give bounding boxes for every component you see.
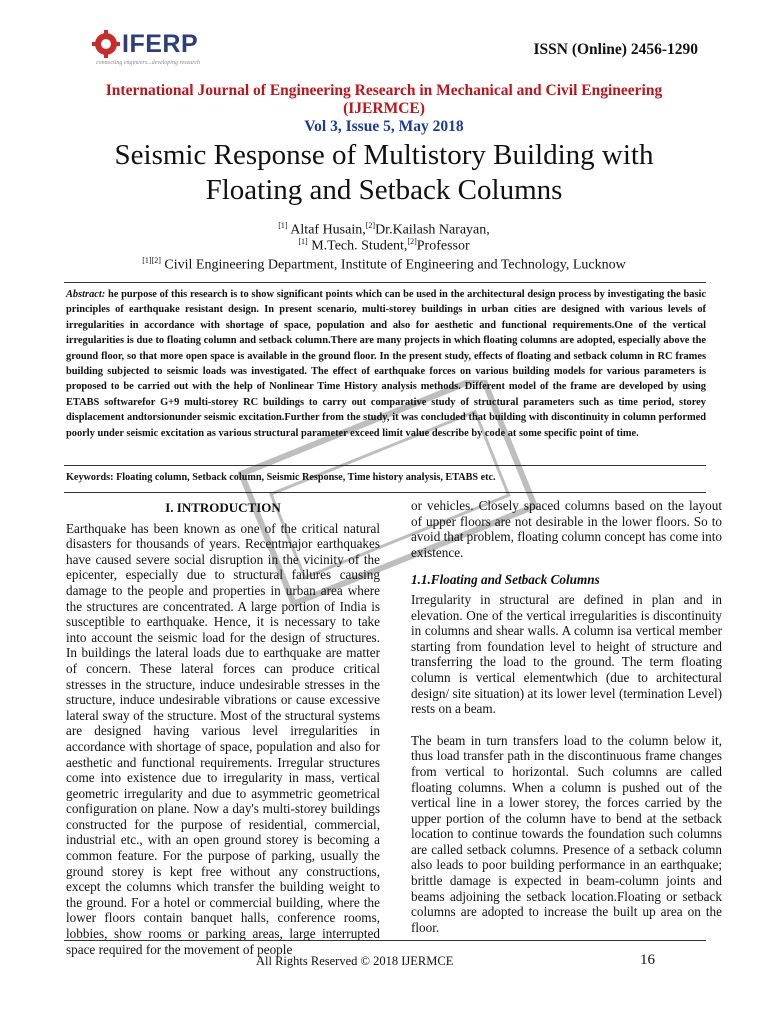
author-names	[0, 221, 768, 239]
paper-title-line1: Seismic Response of Multistory Building with	[114, 139, 654, 171]
paragraph-gap	[411, 717, 722, 733]
affiliation-sup: [1][2]	[142, 256, 161, 265]
gear-logo-icon	[92, 30, 120, 58]
author-2-name: Dr.Kailash Narayan,	[375, 222, 490, 238]
intro-paragraph-right-2: Irregularity in structural are defined in plan and in elevation. One of the vertical irregularities is discontinuity in columns and shear walls. A column isa vertical member starting from foundation level to height of structure and transferring the load to the ground. The term floating column is vertical elementwhich (due to architectural design/ site situation) at its lower level (termination Level) rests on a beam.	[411, 591, 722, 717]
role-1-sup: [1]	[298, 237, 308, 246]
author-2-sup: [2]	[365, 221, 376, 230]
divider-top	[64, 282, 706, 283]
intro-paragraph-left: Earthquake has been known as one of the critical natural disasters for thousands of years. Recentmajor earthquakes have caused severe social disruption in the vicinity of the epicenter, especially due to structural failures causing damage to the people and properties in urban area where the structures are concentrated. A large portion of India is susceptible to earthquake. Hence, it is necessary to take into account the seismic load for the design of structures. In buildings the lateral loads due to earthquake are matter of concern. These lateral forces can produce critical stresses in the structure, induce undesirable stresses in the structure, induce undesirable vibrations or cause excessive lateral sway of the structure. Most of the structural systems are designed having various level irregularities in accordance with shortage of space, population and also for aesthetic and functional requirements. Irregular structures come into existence due to irregularity in mass, vertical geometric irregularity and due to asymmetric geometrical configuration on plane. Now a day's multi-storey buildings constructed for the purpose of residential, commercial, industrial etc., with an open ground storey is becoming a common feature. For the purpose of parking, usually the ground storey is kept free without any constructions, except the columns which transfer the building weight to the ground. For a hotel or commercial building, where the lower floors contain banquet halls, conference rooms, lobbies, show rooms or parking areas, large interrupted space required for the movement of people	[66, 520, 380, 957]
paper-title-line2: Floating and Setback Columns	[205, 174, 563, 206]
abstract	[66, 287, 706, 441]
author-1-sup: [1]	[278, 221, 288, 230]
affiliation-text: Civil Engineering Department, Institute of Engineering and Technology, Lucknow	[160, 257, 626, 273]
intro-paragraph-right-1: or vehicles. Closely spaced columns based on the layout of upper floors are not desirable in the lower floors. So to avoid that problem, floating column concept has come into existence.	[411, 498, 722, 560]
role-1: M.Tech. Student,	[307, 238, 408, 254]
role-2-sup: [2]	[407, 237, 417, 246]
abstract-text: he purpose of this research is to show significant points which can be used in the architectural design process by investigating the basic principles of earthquake resistant design. In present scenario, multi-storey buildings in urban cities are designed with various levels of irregularities in accordance with shortage of space, population and also for aesthetic and functional requirements.One of the vertical irregularities is due to floating column and setback column.There are many projects in which floating columns are adopted, especially above the ground floor, so that more open space is available in the ground floor. In the present study, effects of floating and setback column in RC frames building subjected to seismic loads was investigated. The effect of earthquake forces on various building models for various parameters is proposed to be carried out with the help of Nonlinear Time History analysis methods. Different model of the frame are developed by using ETABS softwarefor G+9 multi-storey RC buildings to carry out comparative study of structural parameters such as time period, storey displacement andtorsionunder seismic excitation.Further from the study, it was concluded that building with discontinuity in column performed poorly under seismic excitation as various structural parameter exceed limit value describe by code at some specific point of time.	[66, 289, 706, 439]
subsection-heading: 1.1.Floating and Setback Columns	[411, 572, 600, 588]
keywords: Keywords: Floating column, Setback column, Seismic Response, Time history analysis, ETABS etc.	[66, 472, 496, 483]
logo-tagline: connecting engineers...developing research	[96, 60, 201, 66]
role-2: Professor	[416, 238, 470, 254]
abstract-label: Abstract:	[66, 289, 106, 300]
author-roles	[0, 237, 768, 255]
section-heading-introduction: I. INTRODUCTION	[165, 500, 281, 515]
logo-wordmark: IFERP	[122, 30, 199, 58]
iferp-logo	[92, 26, 212, 72]
left-column	[66, 500, 380, 957]
journal-name: International Journal of Engineering Research in Mechanical and Civil Engineering	[105, 82, 663, 99]
author-affiliation	[0, 256, 768, 274]
page-number: 16	[640, 952, 655, 968]
intro-paragraph-right-3: The beam in turn transfers load to the column below it, thus load transfer path in the discontinuous frame changes from vertical to horizontal. Such columns are called floating columns. When a column is pushed out of the vertical line in a lower storey, the forces carried by the upper portion of the column have to bend at the setback location to continue towards the foundation such columns are called setback columns. Presence of a setback column also leads to poor building performance in an earthquake; brittle damage is expected in beam-column joints and beams adjoining the setback location.Floating or setback columns are adopted to increase the built up area on the floor.	[411, 732, 722, 935]
divider-abstract	[64, 465, 706, 466]
divider-keywords	[64, 492, 706, 493]
issn-label: ISSN (Online) 2456-1290	[533, 41, 698, 58]
journal-abbrev: (IJERMCE)	[343, 100, 425, 117]
author-1-name: Altaf Husain,	[287, 222, 366, 238]
copyright-footer: All Rights Reserved © 2018 IJERMCE	[256, 954, 454, 968]
right-column	[411, 498, 722, 935]
volume-issue: Vol 3, Issue 5, May 2018	[304, 118, 464, 135]
divider-footer	[64, 940, 706, 941]
